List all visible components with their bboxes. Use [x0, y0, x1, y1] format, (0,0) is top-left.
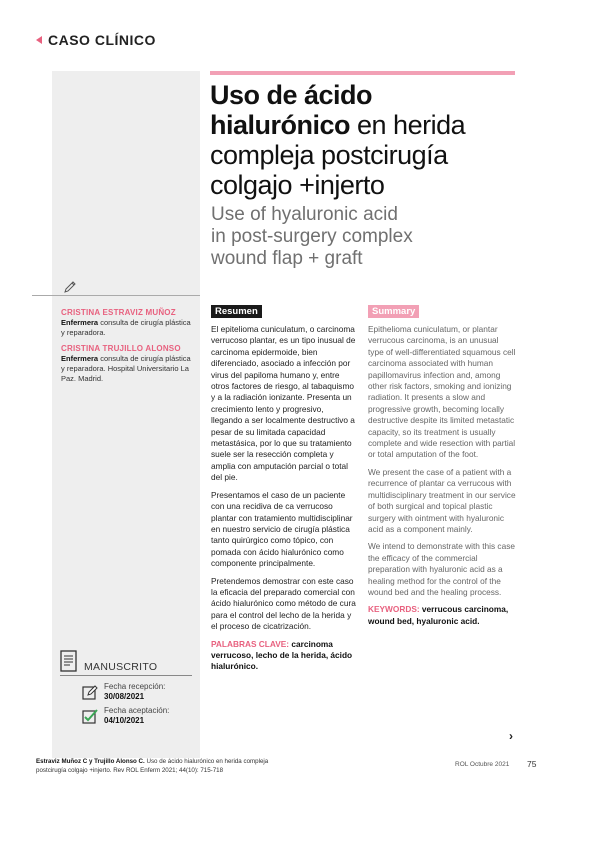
- title-es-line4: colgajo +injerto: [210, 170, 385, 200]
- resumen-paragraph: Presentamos el caso de un paciente con una recidiva de ca verrucoso plantar con tratamiento multidisciplinar en nuestro servicio de cirugía plástica tanto quirúrgico como tópico, con pomada con ácido hialurónico como componente principalmente.: [211, 489, 353, 569]
- manuscript-divider: [60, 675, 192, 676]
- author-name: CRISTINA ESTRAVIZ MUÑOZ: [61, 308, 176, 317]
- accepted-value: 04/10/2021: [104, 716, 145, 725]
- received-value: 30/08/2021: [104, 692, 145, 701]
- summary-keywords: KEYWORDS: verrucous carcinoma, wound bed, hyaluronic acid.: [368, 604, 509, 626]
- section-header: [36, 32, 156, 48]
- author-1: [61, 308, 193, 338]
- page-number: 75: [527, 759, 537, 769]
- summary-paragraph: Epithelioma cuniculatum, or plantar verrucous carcinoma, is an unusual type of well-differentiated squamous cell carcinoma associated with human papillomavirus infection and, among other risk factors, smoking and ionizing radiation. It presents a slow and progressive growth, becoming locally destructive despite its limited metastatic capacity, so its treatment is usually complete and wide resection with partial or total amputation of the foot.: [368, 324, 516, 460]
- received-row: [82, 682, 202, 702]
- footer-citation: Estraviz Muñoz C y Trujillo Alonso C. Uso de ácido hialurónico en herida compleja postcirugía colgajo +injerto. Rev ROL Enferm 2021; 44(10): 715-718: [36, 758, 269, 774]
- author-divider: [32, 295, 200, 296]
- author-2: [61, 344, 193, 384]
- accepted-label: Fecha aceptación:: [104, 706, 170, 715]
- resumen-keywords: PALABRAS CLAVE: carcinoma verrucoso, lecho de la herida, ácido hialurónico.: [211, 638, 353, 672]
- document-icon: [60, 650, 77, 672]
- received-label: Fecha recepción:: [104, 682, 166, 691]
- title-en-line2: in post-surgery complex: [211, 226, 413, 247]
- article-title-es: [210, 80, 530, 200]
- author-affiliation: Enfermera consulta de cirugía plástica y reparadora.: [61, 318, 191, 337]
- triangle-marker-icon: [36, 36, 42, 44]
- title-rule: [210, 71, 515, 75]
- summary-paragraph: We intend to demonstrate with this case the efficacy of the commercial preparation with hyaluronic acid as a healing method for the control of the wound bed and the healing process.: [368, 541, 515, 597]
- article-title-en: [211, 204, 521, 270]
- accepted-row: [82, 706, 202, 726]
- pen-icon: [63, 280, 77, 294]
- summary-paragraph: We present the case of a patient with a recurrence of plantar ca verrucous with multidisciplinary treatment in our service of both surgical and topical plastic surgery with ointment with hyaluronic acid as a component mainly.: [368, 466, 516, 534]
- resumen-label: Resumen: [211, 305, 262, 318]
- manuscript-title: MANUSCRITO: [84, 661, 158, 673]
- checkmark-icon: [82, 708, 98, 724]
- edit-calendar-icon: [82, 684, 98, 700]
- resumen-column: [211, 324, 356, 679]
- title-es-line3: compleja postcirugía: [210, 140, 448, 170]
- summary-column: [368, 324, 516, 633]
- title-en-line1: Use of hyaluronic acid: [211, 204, 398, 225]
- title-es-line2: hialurónico en herida: [210, 110, 466, 140]
- author-affiliation: Enfermera consulta de cirugía plástica y reparadora. Hospital Universitario La Paz. Madrid.: [61, 354, 191, 383]
- resumen-paragraph: Pretendemos demostrar con este caso la eficacia del preparado comercial con ácido hialurónico como método de cura para el control del lecho de la herida y el proceso de cicatrización.: [211, 575, 356, 632]
- title-en-line3: wound flap + graft: [211, 248, 363, 269]
- summary-label: Summary: [368, 305, 419, 318]
- author-name: CRISTINA TRUJILLO ALONSO: [61, 344, 181, 353]
- resumen-paragraph: El epitelioma cuniculatum, o carcinoma verrucoso plantar, es un tipo inusual de carcinoma epidermoide, bien diferenciado, asociado a infección por virus del papiloma humano y, entre otros factores de riesgo, al tabaquismo y a la radiación ionizante. Presenta un crecimiento lento y progresivo, llegando a ser localmente destructivo a pesar de su limitada capacidad metastásica, por lo que su tratamiento suele ser la resección completa y amplia con amputación parcial o total del pie.: [211, 324, 356, 483]
- chevron-right-icon[interactable]: ›: [509, 729, 513, 743]
- section-header-text: CASO CLÍNICO: [48, 32, 156, 48]
- title-es-line1: Uso de ácido: [210, 80, 373, 110]
- footer-journal: ROL Octubre 2021: [455, 761, 510, 768]
- author-list: [61, 308, 193, 390]
